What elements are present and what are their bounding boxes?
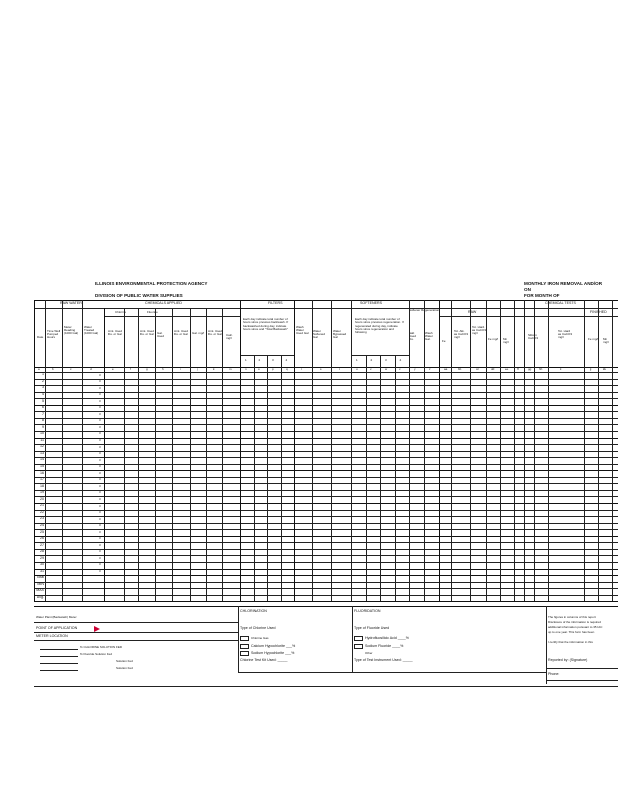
row-label: 30: [40, 562, 44, 567]
row-label: Total: [36, 575, 44, 580]
col-water-softened: Water Softened Gal: [313, 329, 326, 339]
softener-sub-line: [366, 355, 367, 601]
column-line: [514, 300, 515, 601]
column-line: [612, 300, 613, 601]
row-marker: 3: [99, 398, 101, 403]
row-marker: 3: [99, 483, 101, 488]
row-label: MAX: [36, 588, 44, 593]
row-label: 9: [42, 424, 44, 429]
row-marker: 3: [99, 490, 101, 495]
certify-text-4: up to one year. This form has been: [548, 630, 595, 634]
col-mn: Mn mg/l: [603, 337, 609, 344]
sodium-hypo-checkbox[interactable]: [240, 651, 249, 656]
column-line: [584, 300, 585, 601]
hydrofluosilicic-checkbox[interactable]: [354, 636, 363, 641]
row-marker: 3: [99, 451, 101, 456]
sub-column-number: 1: [356, 358, 358, 362]
row-marker: 3: [99, 392, 101, 397]
row-line: [34, 601, 618, 602]
group-filters: FILTERS: [268, 301, 283, 305]
column-line: [486, 300, 487, 601]
row-line: [34, 569, 618, 570]
col-fluoride-gal: Gal. Used: [157, 331, 165, 338]
group-chemical-tests: CHEMICAL TESTS: [545, 301, 576, 305]
row-label: 7: [42, 411, 44, 416]
col-date: Date: [37, 335, 44, 339]
column-letter: q: [286, 367, 288, 371]
row-line: [34, 490, 618, 491]
certify-text-1: The figures in columns of this report: [548, 615, 596, 619]
fluoridation-title: FLUORIDATION: [354, 609, 381, 613]
row-label: 23: [40, 516, 44, 521]
row-label: 10: [40, 431, 44, 436]
calcium-hypo-label: Calcium Hypochlorite ___%: [251, 644, 296, 648]
row-marker: 3: [99, 405, 101, 410]
column-letter: e: [112, 367, 114, 371]
column-letter: ee: [505, 367, 509, 371]
col-silicon: Silicon CaCO3: [528, 333, 539, 340]
column-line: [500, 300, 501, 601]
column-line: [104, 308, 105, 601]
column-line: [124, 308, 125, 601]
row-line: [34, 582, 618, 583]
header-top-border: [34, 300, 618, 301]
column-letter: ii: [560, 367, 562, 371]
group-fluoride: Fluoride: [147, 310, 158, 314]
softener-sub-line: [380, 355, 381, 601]
row-line: [34, 477, 618, 478]
column-line: [439, 300, 440, 601]
certify-text-2: Disclosure of the information is required: [548, 620, 601, 624]
point-of-application: POINT OF APPLICATION: [36, 626, 78, 630]
col-mn-mg: Mn mg/l: [503, 337, 509, 344]
row-line: [34, 503, 618, 504]
column-line: [138, 308, 139, 601]
row-label: 22: [40, 509, 44, 514]
row-label: 20: [40, 496, 44, 501]
row-line: [34, 451, 618, 452]
col-filter-note: Each day indicate total number of hours since previous backwash. If backwashed during day, indicate hours since and "Total Backwash": [243, 317, 289, 331]
column-letter: v: [370, 367, 372, 371]
header-group-line: [34, 308, 618, 309]
page-bottom-line: [34, 686, 618, 687]
arrow-icon: [94, 626, 100, 632]
column-letter: bb: [458, 367, 462, 371]
row-line: [34, 418, 618, 419]
col-wash-water-gal: Wash Water Gal.: [425, 331, 433, 341]
row-label: 17: [40, 477, 44, 482]
row-marker: 3: [99, 477, 101, 482]
division-name: DIVISION OF PUBLIC WATER SUPPLIES: [95, 293, 183, 298]
group-chlorine: Chlorine: [115, 310, 127, 314]
signature-line: [546, 668, 618, 669]
column-letter: a: [38, 367, 40, 371]
row-label: 4: [42, 391, 44, 396]
col-meter-reading: Meter Reading (1000 Gal): [64, 325, 79, 335]
row-label: 12: [40, 444, 44, 449]
row-label: 6: [42, 405, 44, 410]
column-line: [172, 308, 173, 601]
row-line: [34, 470, 618, 471]
col-salt-used: Salt Used lbs.: [409, 331, 417, 341]
column-line: [45, 300, 46, 601]
row-label: 2: [42, 378, 44, 383]
row-label: MIN: [37, 581, 44, 586]
row-marker: 3: [99, 549, 101, 554]
report-month-label: FOR MONTH OF: [524, 293, 560, 298]
row-label: 14: [40, 457, 44, 462]
chlorine-gas-checkbox[interactable]: [240, 636, 249, 641]
column-letter: o: [258, 367, 260, 371]
column-letter: i: [180, 367, 181, 371]
column-line: [409, 300, 410, 601]
column-letter: dd: [491, 367, 495, 371]
certify-text-3: additional information pursuant to 35 IAC: [548, 625, 603, 629]
row-line: [34, 510, 618, 511]
sub-column-number: 2: [370, 358, 373, 362]
fill-in-line: [40, 656, 78, 657]
fluoride-type-label: Type of Fluoride Used: [354, 626, 390, 630]
row-line: [34, 379, 618, 380]
column-line: [62, 300, 63, 601]
row-label: 21: [40, 503, 44, 508]
row-line: [34, 385, 618, 386]
row-line: [34, 464, 618, 465]
hydrofluosilicic-label: Hydrofluosilicic Acid ____%: [365, 636, 409, 640]
row-label: 24: [40, 522, 44, 527]
column-letter: u: [356, 367, 358, 371]
sub-column-number: 3: [272, 358, 274, 362]
row-marker: 3: [99, 444, 101, 449]
fl-line-4: Solution Fed: [116, 666, 133, 670]
row-line: [34, 411, 618, 412]
bottom-box-line: [238, 672, 546, 673]
col-softener-note: Each day indicate total number of hours since previous regeneration. If regenerated during day, indicate hours since regeneration and following: [355, 317, 404, 335]
column-letter: t: [339, 367, 340, 371]
sub-column-number: 1: [245, 358, 247, 362]
row-marker: 3: [99, 470, 101, 475]
group-raw-water: RAW WATER: [60, 301, 82, 305]
fl-line-2: % Fluoride Solution Fed: [80, 652, 113, 656]
row-marker: 3: [99, 372, 101, 377]
softener-sub-line: [395, 355, 396, 601]
column-line: [155, 308, 156, 601]
column-line: [82, 300, 83, 601]
col-fluoride-amt: Amt. Used lbs. or Gal: [174, 329, 189, 336]
column-letter: c: [70, 367, 72, 371]
row-label: 16: [40, 470, 44, 475]
group-finished: FINISHED: [590, 310, 607, 314]
row-marker: 3: [99, 418, 101, 423]
row-line: [34, 457, 618, 458]
row-marker: 3: [99, 529, 101, 534]
sub-column-number: 4: [285, 358, 288, 362]
col-water-treated: Water Treated (1000 Gal): [84, 325, 99, 335]
certify-text-5: I certify that the information in this: [548, 640, 593, 644]
chem-tests-subgroup-line: [439, 316, 618, 317]
row-line: [34, 405, 618, 406]
column-line: [470, 300, 471, 601]
column-line: [331, 300, 332, 601]
row-label: Avg.: [36, 595, 44, 599]
row-line: [34, 424, 618, 425]
row-label: 5: [42, 398, 44, 403]
row-marker: 3: [99, 555, 101, 560]
col-total-hard: Tot. Hard. as CaCO3 mg/l: [472, 325, 487, 335]
bottom-col-line: [546, 606, 547, 684]
sub-column-number: 4: [399, 358, 402, 362]
row-marker: 3: [99, 379, 101, 384]
row-label: 11: [40, 437, 44, 442]
col-total-alk: Tot. Alk. as CaCO3 mg/l: [454, 329, 469, 339]
column-line: [351, 300, 352, 601]
row-line: [34, 549, 618, 550]
row-line: [34, 529, 618, 530]
col-wash-water: Wash Water Used Gal: [296, 325, 309, 335]
calcium-hypo-checkbox[interactable]: [240, 644, 249, 649]
col-total-hard-fin: Tot. Hard as CaCO3 mg/l: [558, 329, 573, 339]
col-calc: Calc. mg/l: [226, 333, 233, 340]
row-marker: 3: [99, 523, 101, 528]
column-letter: m: [229, 367, 232, 371]
column-letter: f: [130, 367, 131, 371]
row-label: 13: [40, 450, 44, 455]
row-label: 29: [40, 555, 44, 560]
column-letter: b: [52, 367, 54, 371]
column-letter: aa: [444, 367, 448, 371]
filter-sub-line: [281, 355, 282, 601]
bottom-col-line: [238, 606, 239, 672]
column-letter: g: [146, 367, 148, 371]
column-letter: p: [272, 367, 274, 371]
col-chem-other-1: Gal. mg/l: [192, 331, 205, 335]
row-label: 27: [40, 542, 44, 547]
row-line: [34, 555, 618, 556]
fl-line-3: Solution Fed: [116, 659, 133, 663]
row-marker: 3: [99, 510, 101, 515]
row-marker: 3: [99, 431, 101, 436]
letters-bottom-border: [34, 372, 618, 373]
chlorine-gas-label: Chlorine Gas: [251, 636, 269, 640]
fill-in-line: [40, 649, 78, 650]
column-line: [294, 300, 295, 601]
row-label: 28: [40, 549, 44, 554]
column-letter: j: [197, 367, 198, 371]
column-line: [451, 300, 452, 601]
row-marker: 3: [99, 542, 101, 547]
col-chem-other-2: Amt. Used lbs. or Gal: [208, 329, 223, 336]
sodium-hypo-label: Sodium Hypochlorite ___%: [251, 651, 295, 655]
column-letter: r: [301, 367, 302, 371]
row-line: [34, 595, 618, 596]
column-letter: w: [385, 367, 388, 371]
column-line: [534, 300, 535, 601]
bottom-section-top: [34, 606, 618, 607]
column-letter: jj: [590, 367, 592, 371]
column-letter: h: [162, 367, 164, 371]
column-line: [206, 308, 207, 601]
row-label: 31: [40, 568, 44, 573]
row-label: 19: [40, 490, 44, 495]
column-line: [312, 300, 313, 601]
meter-location: METER LOCATION: [36, 634, 68, 638]
report-title-on: ON: [524, 287, 531, 292]
column-letter: z: [429, 367, 431, 371]
row-line: [34, 483, 618, 484]
col-chlorine-used: Amt. Used lbs. or Gal: [108, 329, 123, 336]
group-softeners: SOFTENERS: [360, 301, 382, 305]
row-label: 18: [40, 483, 44, 488]
row-line: [34, 398, 618, 399]
report-title: MONTHLY IRON REMOVAL AND/OR: [524, 281, 603, 286]
group-softener-regen: Softener Regeneration: [409, 308, 440, 312]
row-label: 8: [42, 418, 44, 423]
chlorination-title: CHLORINATION: [240, 609, 267, 613]
group-raw: RAW: [468, 310, 477, 314]
row-marker: 3: [99, 503, 101, 508]
row-marker: 3: [99, 464, 101, 469]
col-fe-mg: Fe mg/l: [488, 337, 499, 341]
group-chemicals-applied: CHEMICALS APPLIED: [145, 301, 182, 305]
chlorine-test-kit: Chlorine Test Kit Used: _____: [240, 658, 288, 662]
column-letter: x: [399, 367, 401, 371]
row-line: [34, 516, 618, 517]
column-letter: hh: [539, 367, 543, 371]
column-letter: y: [414, 367, 416, 371]
col-chlorine-used-2: Amt. Used lbs. or Gal: [140, 329, 155, 336]
column-line: [524, 300, 525, 601]
row-marker: 3: [99, 562, 101, 567]
row-line: [34, 542, 618, 543]
fill-in-line: [40, 663, 78, 664]
row-line: [34, 444, 618, 445]
column-letter: cc: [476, 367, 479, 371]
row-line: [34, 575, 618, 576]
row-line: [34, 588, 618, 589]
col-water-bypassed: Water Bypassed Gal: [333, 329, 347, 339]
header-bottom-border: [34, 367, 618, 368]
row-marker: 3: [99, 385, 101, 390]
row-marker: 3: [99, 424, 101, 429]
sodium-fluoride-checkbox[interactable]: [354, 644, 363, 649]
filter-sub-line: [254, 355, 255, 601]
filter-sub-line: [267, 355, 268, 601]
row-marker: 3: [99, 457, 101, 462]
row-line: [34, 523, 618, 524]
column-letter: kk: [603, 367, 606, 371]
row-line: [34, 431, 618, 432]
bottom-divider: [34, 640, 238, 641]
phone-label: Phone:: [548, 672, 560, 676]
agency-name: ILLINOIS ENVIRONMENTAL PROTECTION AGENCY: [95, 281, 208, 286]
sodium-fluoride-label: Sodium Fluoride ____%: [365, 644, 404, 648]
column-letter: s: [320, 367, 322, 371]
column-letter: gg: [528, 367, 532, 371]
col-fe: Fe mg/l: [588, 337, 599, 341]
row-line: [34, 536, 618, 537]
row-label: 3: [42, 385, 44, 390]
row-marker: 3: [99, 569, 101, 573]
bottom-col-line: [352, 606, 353, 672]
bottom-divider: [34, 622, 238, 623]
column-line: [240, 300, 241, 601]
row-marker: 3: [99, 496, 101, 501]
row-line: [34, 392, 618, 393]
row-line: [34, 438, 618, 439]
column-line: [190, 308, 191, 601]
row-label: 15: [40, 464, 44, 468]
row-marker: 3: [99, 536, 101, 541]
col-time-pumped: Time Well Pumped Hours: [47, 329, 61, 339]
test-instrument-label: Type of Test Instrument Used: _____: [354, 658, 413, 662]
column-line: [598, 300, 599, 601]
bottom-divider: [34, 632, 238, 633]
row-marker: 3: [99, 411, 101, 416]
row-label: 26: [40, 536, 44, 541]
sub-column-number: 3: [385, 358, 387, 362]
column-letter: d: [90, 367, 92, 371]
row-label: 25: [40, 529, 44, 534]
column-letter: k: [213, 367, 215, 371]
fill-in-line: [40, 670, 78, 671]
phone-line: [546, 680, 618, 681]
reported-by-label: Reported by: (Signature): [548, 658, 588, 662]
row-marker: 3: [99, 516, 101, 521]
column-letter: n: [245, 367, 247, 371]
sub-column-number: 2: [258, 358, 261, 362]
fl-line-1: % CHLORINE SOLUTION FED: [80, 645, 123, 649]
row-marker: 3: [99, 438, 101, 442]
other-label: Other: [365, 651, 373, 655]
row-line: [34, 496, 618, 497]
chlorine-type-label: Type of Chlorine Used: [240, 626, 276, 630]
row-label: 1: [42, 372, 44, 377]
col-iron: Fe: [442, 339, 446, 343]
column-line: [548, 300, 549, 601]
row-line: [34, 562, 618, 563]
meter-note: Water Plant (Backwash) Meter: [36, 615, 77, 619]
column-line: [222, 308, 223, 601]
column-line: [424, 300, 425, 601]
column-letter: ff: [517, 367, 519, 371]
